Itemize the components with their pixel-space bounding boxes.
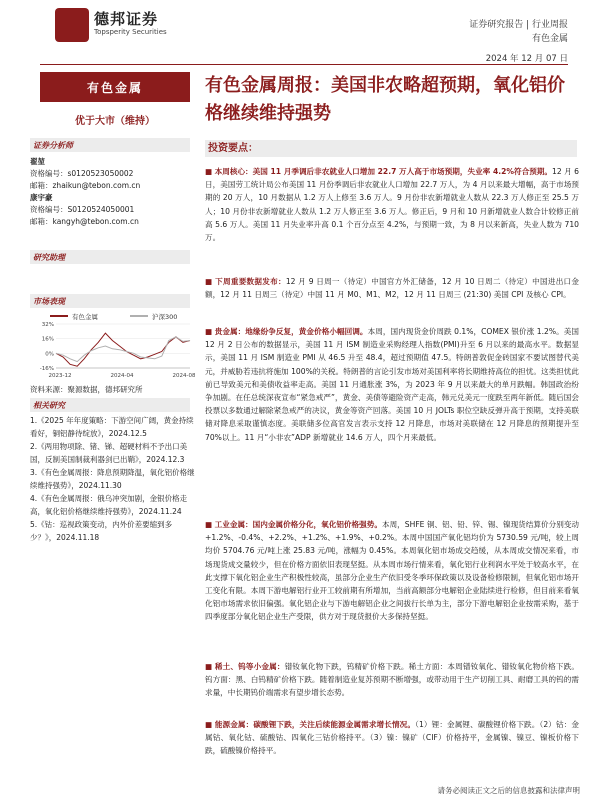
- y-tick-label: 32%: [41, 322, 54, 328]
- paragraph-body: （1）锂：金属锂、碳酸锂价格下跌。（2）钴：金属钴、氧化钴、硫酸钴、四氧化三钴价格持平。（3）镍：镍矿（CIF）价格持平，金属镍、镍豆、镍板价格下跌，硫酸镍价格持平。: [205, 720, 579, 756]
- paragraph-lead: 贵金属：地缘纷争反复，黄金价格小幅回调。: [214, 327, 368, 336]
- analyst-name: 翟堃: [30, 157, 45, 166]
- analyst-cert: 资格编号：S0120524050001: [30, 205, 135, 214]
- legend-label: 沪深300: [152, 313, 178, 321]
- bullet-icon: ■: [205, 167, 215, 176]
- paragraph-energy-metals: [205, 718, 579, 758]
- paragraph-lead: 本周核心：美国 11 月季调后非农就业人口增加 22.7 万人高于市场预期，失业率 4.2%符合预期。: [214, 167, 553, 176]
- paragraph-body: 12 月 9 日周一（待定）中国官方外汇储备，12 月 10 日周二（待定）中国进出口金额，12 月 11 日周三（待定）中国 11 月 M0、M1、M2，12 月 11 日周三 (21:30) 美国 CPI 及核心 CPI。: [205, 277, 580, 300]
- analyst-email[interactable]: 邮箱：zhaikun@tebon.com.cn: [30, 181, 141, 190]
- analyst-heading: 证券分析师: [30, 138, 190, 152]
- report-industry: 有色金属: [531, 34, 568, 44]
- paragraph-lead: 稀土、钨等小金属：: [214, 662, 285, 671]
- analyst-list: [30, 156, 195, 228]
- report-type-block: [469, 18, 568, 46]
- bullet-icon: ■: [205, 520, 215, 529]
- market-chart: [30, 310, 195, 382]
- legend-label: 有色金属: [72, 313, 98, 321]
- report-date: 2024 年 12 月 07 日: [485, 54, 568, 64]
- related-item[interactable]: 1.《2025 年年度策略：下游空间广阔，黄金持续看好，铜铝静待绽放》，2024.12.5: [30, 416, 194, 438]
- paragraph-core: [205, 165, 579, 244]
- bullet-icon: ■: [205, 720, 215, 729]
- y-tick-label: 0%: [45, 351, 54, 358]
- report-type: 证券研究报告 | 行业周报: [469, 20, 568, 30]
- paragraph-lead: 下周重要数据发布：: [215, 277, 286, 286]
- bullet-icon: ■: [205, 277, 216, 286]
- rating: 优于大市（维持）: [75, 116, 155, 127]
- bullet-icon: ■: [205, 327, 215, 336]
- related-item[interactable]: 3.《有色金属周报：降息预期降温，氧化铝价格继续维持强势》，2024.11.30: [30, 468, 195, 490]
- related-item[interactable]: 2.《两用物项除、锗、锑、超硬材料不予出口美国，反制美国制裁利器剑已出鞘》，2024.12.3: [30, 442, 188, 464]
- paragraph-body: 12 月 6 日，美国劳工统计局公布美国 11 月份季调后非农就业人口增加 22.7 万人，为 4 月以来最大增幅，高于市场预期的 20 万人，10 月数据从 1.2 万人上修至 3.6 万人。9 月份非农新增就业人数从 22.3 万人修正至 25.5 万人；10 月份非农新增就业人数从 1.2 万人修正至 3.6 万人。修正后，9 月和 10 月新增就业人数合计较修正前高 5.6 万人。美国 11 月失业率升高 0.1 个百分点至 4.2%，与预期一致，为 8 月以来新高，失业人数为 710 万。: [205, 167, 579, 243]
- footer-disclaimer: 请务必阅读正文之后的信息披露和法律声明: [437, 786, 580, 795]
- paragraph-lead: 能源金属：碳酸锂下跌，关注后续能源金属需求增长情况。: [214, 720, 416, 729]
- related-item[interactable]: 4.《有色金属周报：俄乌冲突加剧，金银价格走高，氧化铝价格继续维持强势》，2024.11.24: [30, 494, 188, 516]
- x-tick-label: 2024-08: [172, 373, 195, 379]
- x-tick-label: 2024-04: [110, 373, 134, 379]
- brand-name-en: Topsperity Securities: [94, 28, 167, 36]
- bullet-icon: ■: [205, 662, 215, 671]
- paragraph-industrial-metals: [205, 518, 579, 624]
- related-list: [30, 415, 195, 544]
- y-tick-label: 16%: [41, 336, 54, 343]
- related-heading: 相关研究: [30, 398, 190, 412]
- paragraph-body: 本周，国内现货金价周跌 0.1%，COMEX 银价涨 1.2%。美国 12 月 2 日公布的数据显示，美国 11 月 ISM 制造业采购经理人指数(PMI)升至 6 月以来的最高水平。数据显示，美国 11 月 ISM 制造业 PMI 从 46.5 升至 48.4，超过预期值 47.5。特朗普敦促金砖国家不要试图替代美元，并威胁若违抗将施加 100%的关税。特朗普的言论引发市场对美国利率将长期维持高位的担忧。这类担忧此前已导致美元和美债收益率走高。美国 11 月通胀涨 3%，为 2023 年 9 月以来最大的单月跌幅。韩国政治纷争加剧。在任总统深夜宣布“紧急戒严”，黄金、美债等避险资产走高，韩元兑美元一度跌至两年新低。随后国会投票以多数通过解除紧急戒严的决议，黄金等资产回落。美国 10 月 JOLTs 职位空缺反弹升高于预期，支持美联储对降息采取谨慎态度。美联储多位高官发言表示支持 12 月降息，市场对美联储在 12 月降息的预期提升至 70%以上。11 月“小非农”ADP 新增就业 14.6 万人，四个月来最低。: [205, 327, 580, 442]
- paragraph-minor-metals: [205, 660, 579, 700]
- paragraph-data-release: [205, 275, 579, 301]
- paragraph-body: 镨钕氧化物下跌，钨精矿价格下跌。稀土方面：本周镨钕氧化、镨钕氧化物价格下跌。钨方面：黑、白钨精矿价格下跌。随着制造业复苏预期不断增强，或带动用于生产切削工具、耐磨工具的钨的需求量，中长期钨价端需求有望步增长态势。: [205, 662, 579, 698]
- brand-name: 德邦证券: [94, 10, 159, 28]
- analyst-email[interactable]: 邮箱：kangyh@tebon.com.cn: [30, 217, 139, 226]
- header-divider: [40, 64, 568, 65]
- page-title: 有色金属周报：美国非农略超预期，氧化铝价格继续维持强势: [205, 75, 565, 124]
- key-points-heading: 投资要点：: [205, 140, 577, 157]
- paragraph-precious-metals: [205, 325, 579, 444]
- chart-source: 资料来源：聚源数据，德邦研究所: [30, 385, 143, 394]
- brand-logo-icon: [55, 8, 89, 42]
- sector-label: 有色金属: [40, 72, 190, 102]
- market-heading: 市场表现: [30, 294, 190, 308]
- assistant-heading: 研究助理: [30, 250, 190, 264]
- paragraph-lead: 工业金属：国内金属价格分化，氧化铝价格强势。: [214, 520, 382, 529]
- y-tick-label: -16%: [39, 366, 54, 372]
- analyst-cert: 资格编号：s0120523050002: [30, 169, 134, 178]
- paragraph-body: 本周，SHFE 铜、铝、铅、锌、锡、镍现货结算价分别变动+1.2%、-0.4%、+2.2%、+1.2%、+1.9%、+0.2%。本周中国国产氧化铝均价为 5730.59 元/吨，较上周均价 5704.76 元/吨上涨 25.83 元/吨，涨幅为 0.45%。本周氧化铝市场成交趋缓，从本周成交情况来看，市场现货成交量较少，但在价格方面依旧表现坚挺。从本周市场行情来看，氧化铝行业利润水平处于较高水平，在此支撑下氧化铝企业生产积极性较高，虽部分企业生产依旧受冬季环保政策以及设备检修限制，但氧化铝市场开工变化有限。本周下游电解铝行业开工较前期有所增加，当前高额部分电解铝企业陆续进行检修，但目前来看氧化铝市场需求依旧偏强。氧化铝企业与下游电解铝企业之间拔行长单为主，部分下游电解铝企业按需采购，基于四季度部分氧化铝企业生产受限，供方对于现货报价大多保持坚挺。: [205, 520, 580, 622]
- related-item[interactable]: 5.《钴：巡视政策变动，内外价差要缩到多少？》，2024.11.18: [30, 520, 173, 542]
- x-tick-label: 2023-12: [48, 373, 72, 379]
- analyst-name: 康宇豪: [30, 193, 53, 202]
